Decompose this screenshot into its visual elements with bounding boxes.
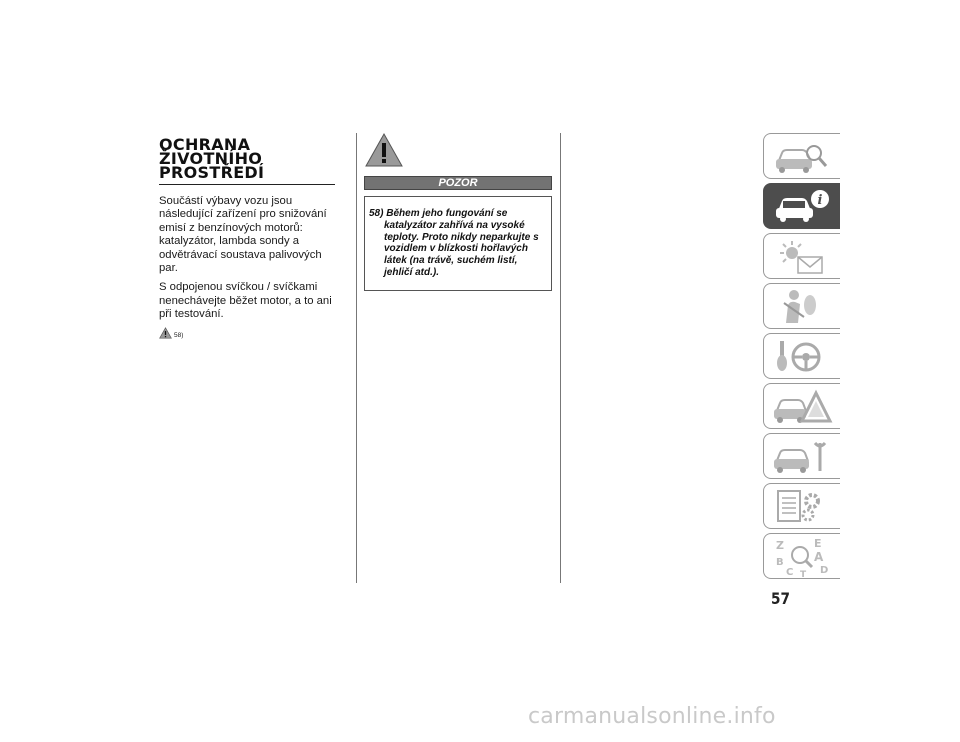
car-magnifier-icon [770,137,834,177]
warning-lights-icon [770,237,834,277]
index-letter-a: A [814,550,824,564]
tab-index[interactable] [763,533,840,579]
title-line-3: PROSTŘEDÍ [159,163,265,182]
warning-triangle-icon [364,132,404,168]
warning-header: POZOR [364,176,552,190]
warning-box [364,196,552,291]
column-divider-1 [356,133,357,583]
index-letter-b: B [776,557,784,568]
key-steering-wheel-icon [770,337,834,377]
watermark: carmanualsonline.info [528,704,776,729]
car-wrench-icon [770,437,834,477]
chapter-tabs [763,133,843,583]
index-letter-c: C [786,567,794,577]
specs-gear-icon [770,487,834,527]
tab-specs[interactable] [763,483,840,529]
tab-airbag[interactable] [763,283,840,329]
tab-car-magnifier[interactable] [763,133,840,179]
title-line-2: ŽIVOTNÍHO [159,149,263,168]
paragraph-emissions: Součástí výbavy vozu jsou následující zařízení pro snižování emisí z benzínových motorů: katalyzátor, lambda sondy a odvětrávací soustava palivových par. [159,195,327,275]
airbag-passenger-icon [770,287,834,327]
svg-text:i: i [817,193,823,208]
tab-warning-lights[interactable] [763,233,840,279]
paragraph-spark-plug: S odpojenou svíčkou / svíčkami nenechávejte běžet motor, a to ani při testování. [159,281,332,321]
warning-item [369,208,546,279]
column-divider-2 [560,133,561,583]
index-letter-z: Z [776,539,784,552]
warning-ref-label: 58) [174,331,184,339]
small-warning-icon [159,327,172,339]
title-line-1: OCHRANA [159,135,251,154]
main-section [159,135,339,339]
warning-item-text: Během jeho fungování se katalyzátor zahřívá na vysoké teploty. Proto nikdy neparkujte s vozidlem v blízkosti hořlavých látek (na trávě, suchém listí, jehličí atd.). [384,208,539,278]
index-letter-t: T [800,570,807,577]
title-rule [159,184,335,185]
index-letter-e: E [814,537,822,550]
tab-key-steering[interactable] [763,333,840,379]
warning-reference[interactable] [159,327,339,339]
section-title [159,135,339,182]
car-info-icon [770,187,834,227]
index-letter-d: D [820,565,829,576]
tab-car-triangle[interactable] [763,383,840,429]
alphabet-index-icon [770,537,834,577]
tab-car-info[interactable] [763,183,840,229]
warning-item-number: 58) [369,208,384,219]
tab-car-wrench[interactable] [763,433,840,479]
page-number: 57 [771,589,790,608]
car-warning-triangle-icon [770,387,834,427]
